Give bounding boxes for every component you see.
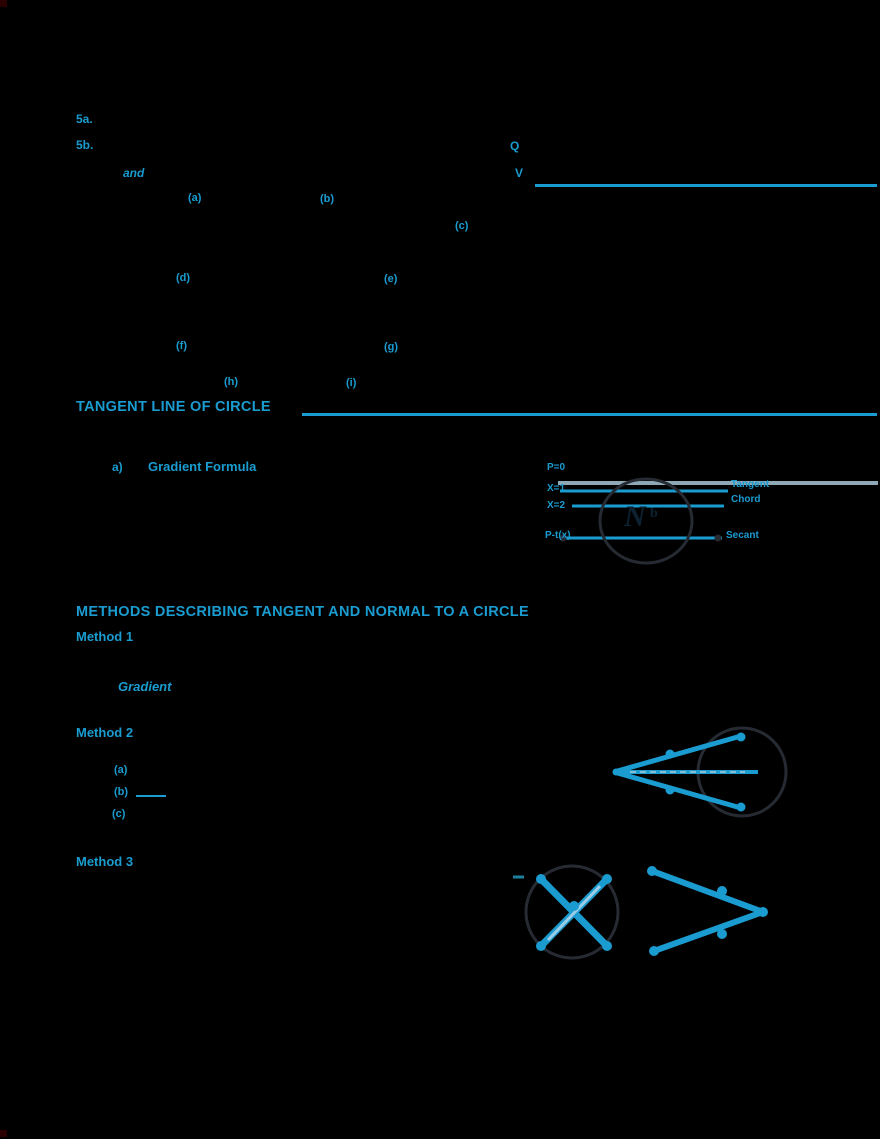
- fig1-center-letter: N: [624, 500, 646, 533]
- margin-label-5b: 5b.: [76, 138, 94, 152]
- diagram-label-e: (e): [384, 273, 398, 285]
- method-2-item-2-rule: [136, 795, 166, 797]
- fig2-upper-ray: [614, 736, 741, 772]
- fig2-dot-lower: [666, 786, 675, 795]
- diagram-label-f: (f): [176, 340, 187, 352]
- fig1-bottom-left-label: P-t(x): [545, 530, 571, 541]
- fig2-lower-ray: [614, 772, 741, 808]
- margin-label-5a: 5a.: [76, 112, 93, 126]
- fig3b-dot-vertex: [758, 907, 768, 917]
- diagram-label-d: (d): [176, 272, 191, 284]
- method-2-item-1: (a): [114, 764, 128, 776]
- fig1-left-label-2: X=1: [547, 483, 566, 494]
- diagram-label-v: V: [515, 166, 524, 180]
- fig1-center-sub: b: [650, 506, 658, 521]
- method-2-item-3: (c): [112, 808, 126, 820]
- fig1-dark-dot-right: [715, 535, 722, 542]
- fig2-dot-top: [737, 733, 746, 742]
- fig1-left-label-1: P=0: [547, 462, 566, 473]
- fig1-bottom-right-label: Secant: [726, 530, 759, 541]
- diagram-label-i: (i): [346, 377, 357, 389]
- fig3a-dot-tl: [536, 874, 546, 884]
- fig1-right-label-1: Tangent: [731, 479, 770, 490]
- method-1-sub: Gradient: [118, 679, 172, 694]
- method-3-label: Method 3: [76, 854, 134, 869]
- fig3b-upper-vector: [652, 871, 763, 912]
- fig3a-dot-tr: [602, 874, 612, 884]
- fig2-dot-upper: [666, 750, 675, 759]
- diagram-label-c: (c): [455, 220, 469, 232]
- fig1-right-label-2: Chord: [731, 494, 761, 505]
- diagram-label-a: (a): [188, 192, 202, 204]
- fig3b-lower-vector: [654, 912, 763, 951]
- diagram-label-b: (b): [320, 193, 335, 205]
- fig3b-dot-lower-mid: [717, 929, 727, 939]
- note-and: and: [123, 166, 145, 180]
- item-a-label: a): [112, 460, 123, 474]
- fig3a-dot-br: [602, 941, 612, 951]
- fig1-left-label-3: X=2: [547, 500, 566, 511]
- method-2-label: Method 2: [76, 725, 134, 740]
- section2-heading: METHODS DESCRIBING TANGENT AND NORMAL TO A CIRCLE: [76, 604, 529, 620]
- method-2-item-2: (b): [114, 786, 129, 798]
- fig3a-dot-center: [569, 901, 579, 911]
- diagram-label-q: Q: [510, 139, 520, 153]
- section1-heading: TANGENT LINE OF CIRCLE: [76, 399, 271, 415]
- fig3b-dot-tl: [647, 866, 657, 876]
- fig3a-dot-bl: [536, 941, 546, 951]
- fig2-apex-dot: [613, 769, 620, 776]
- fig3b-dot-bl: [649, 946, 659, 956]
- item-a-text: Gradient Formula: [148, 459, 257, 474]
- diagram-label-h: (h): [224, 376, 239, 388]
- method-1-label: Method 1: [76, 629, 134, 644]
- diagram-label-g: (g): [384, 341, 399, 353]
- fig3b-dot-upper-mid: [717, 886, 727, 896]
- fig2-dot-bottom: [737, 803, 746, 812]
